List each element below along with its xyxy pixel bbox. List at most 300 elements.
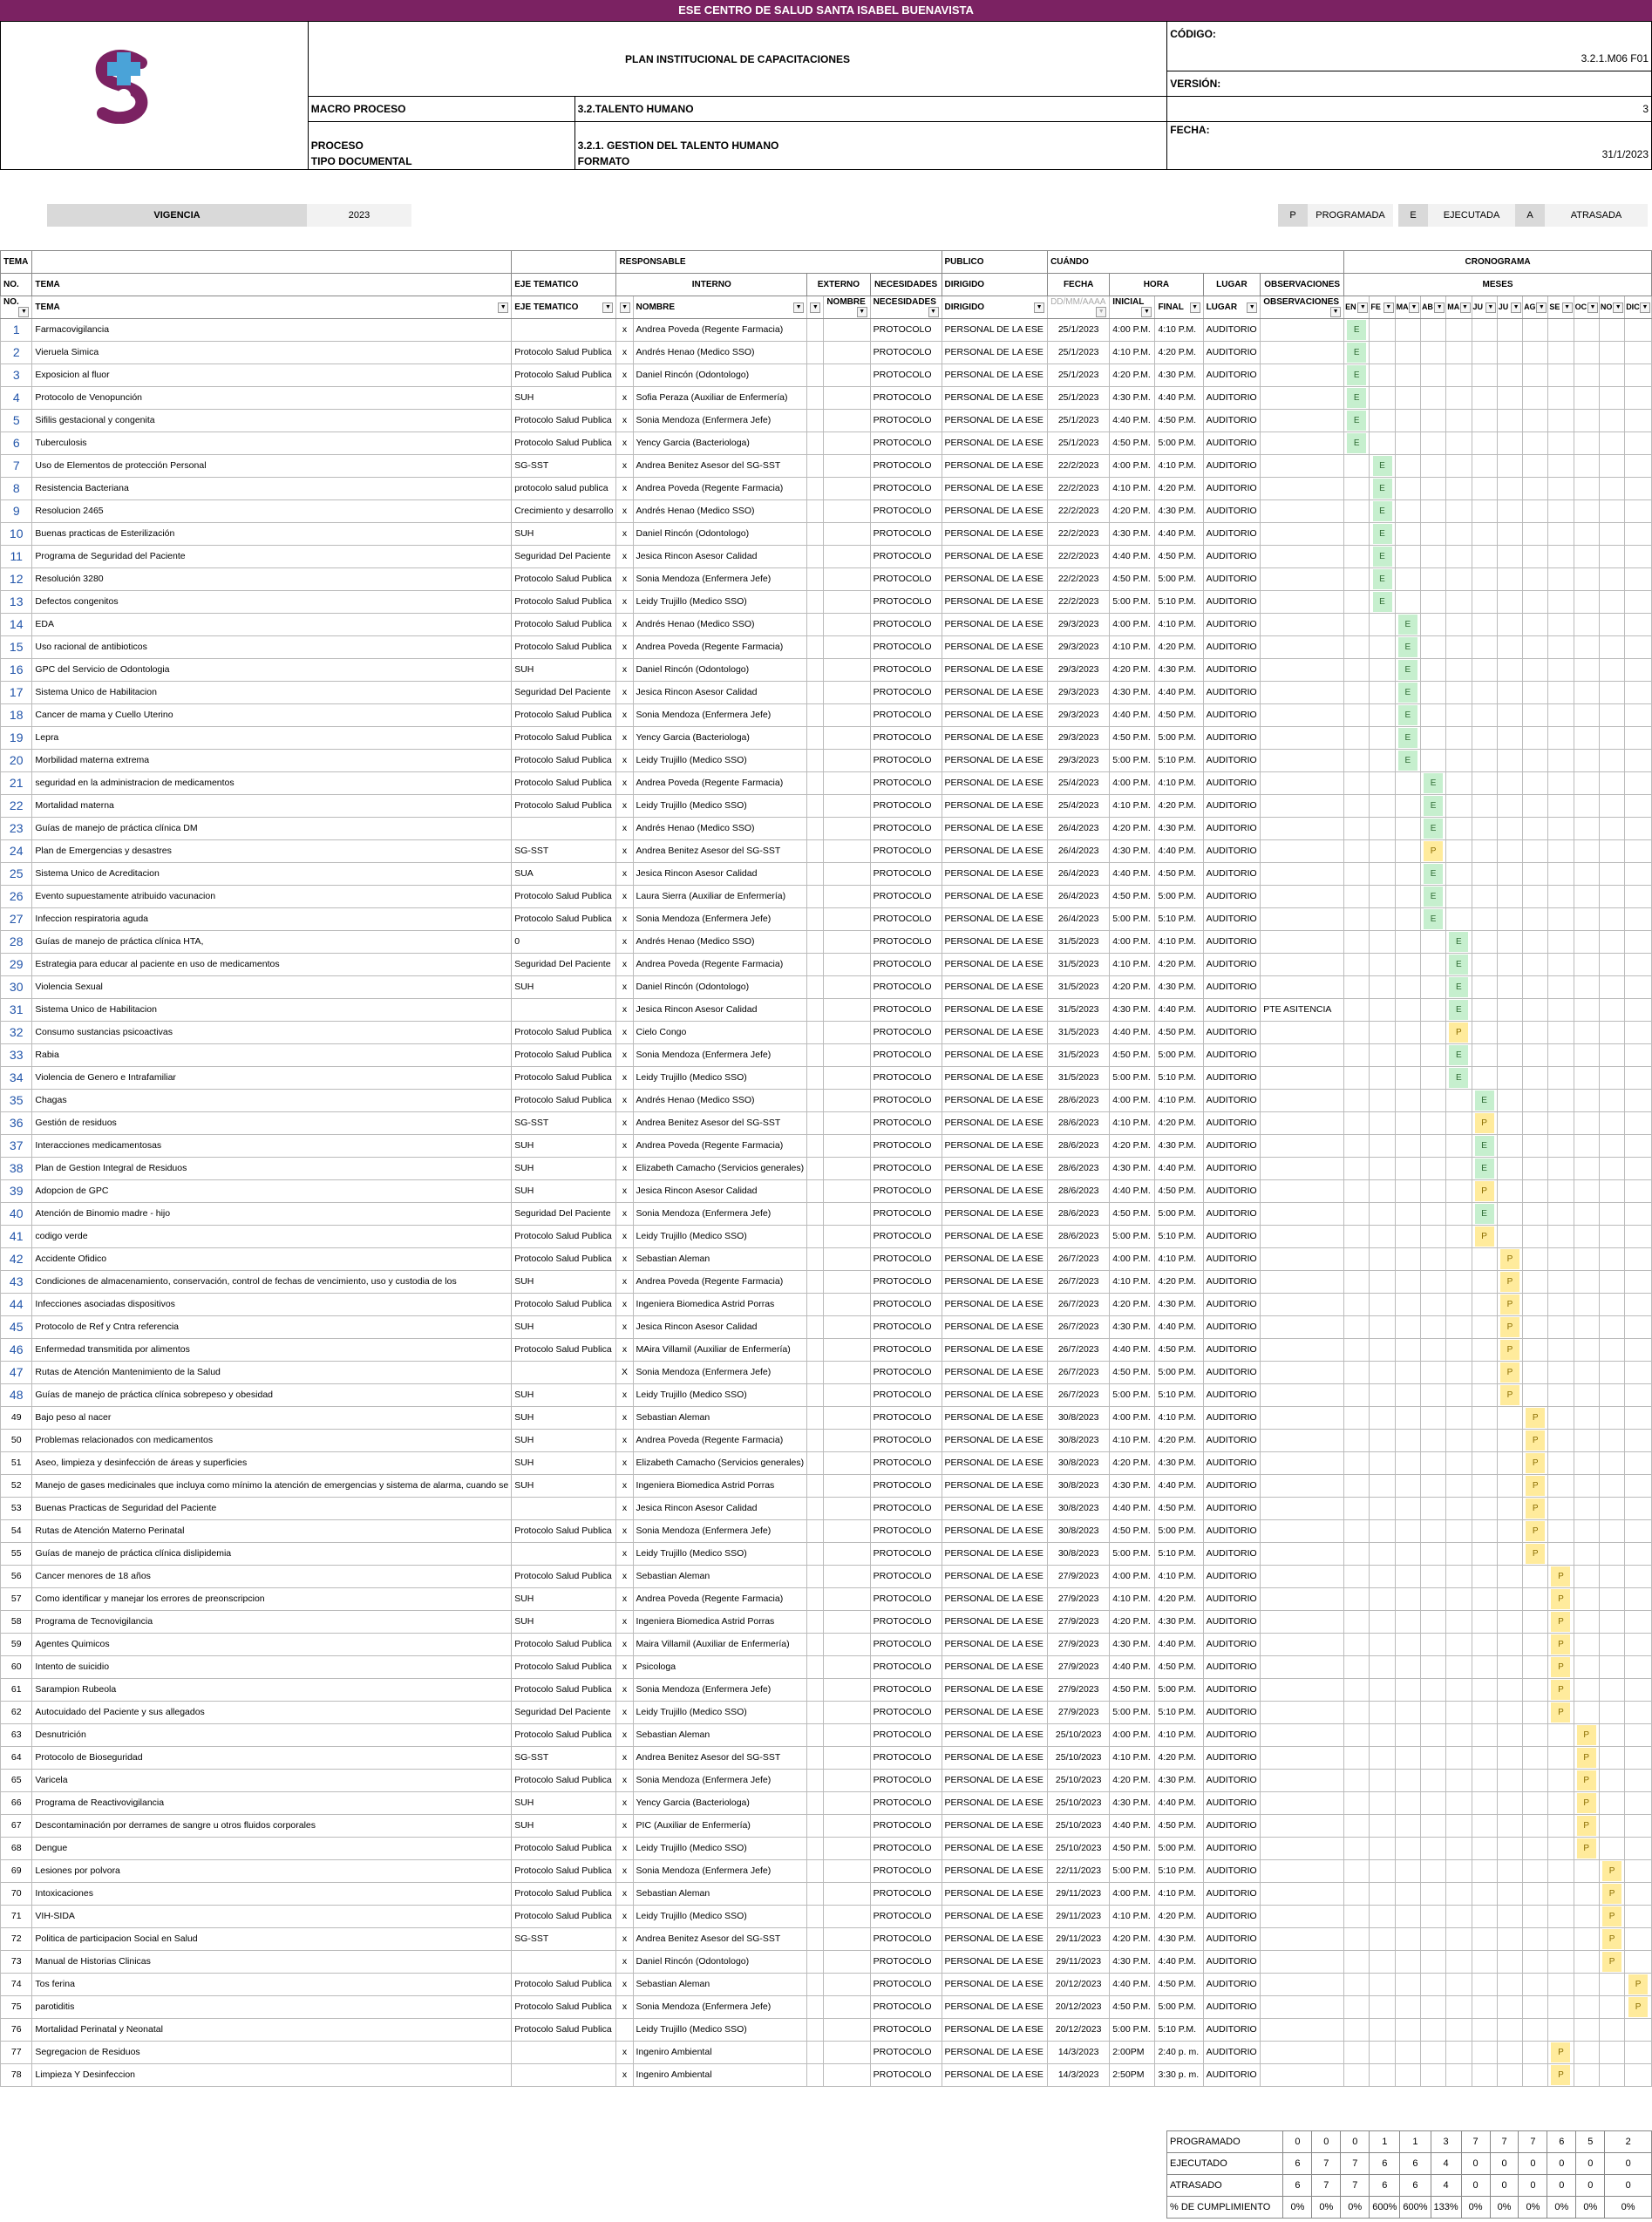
row-month-4 [1446, 1067, 1472, 1090]
row-month-7 [1523, 1860, 1548, 1883]
row-month-5 [1472, 1838, 1497, 1860]
row-month-9 [1574, 908, 1599, 931]
row-necesidades: PROTOCOLO [870, 1974, 942, 1996]
row-month-10 [1599, 1022, 1624, 1044]
row-month-0 [1344, 1384, 1370, 1407]
row-interno-mark: x [616, 1090, 633, 1112]
row-final: 4:50 P.M. [1155, 1022, 1203, 1044]
filter-dropdown-icon[interactable]: ▼ [1460, 302, 1471, 313]
row-no: 75 [1, 1996, 32, 2019]
row-month-11 [1625, 523, 1652, 546]
filter-dropdown-icon[interactable]: ▼ [1141, 307, 1152, 317]
filter-dropdown-icon[interactable]: ▼ [1190, 302, 1200, 313]
filter-lugar[interactable]: LUGAR ▼ [1203, 296, 1261, 319]
row-externo [824, 523, 870, 546]
filter-dropdown-icon[interactable]: ▼ [1562, 302, 1573, 313]
filter-dropdown-icon[interactable]: ▼ [1511, 302, 1521, 313]
row-month-11 [1625, 432, 1652, 455]
row-tema: Guías de manejo de práctica clínica DM [32, 818, 512, 840]
filter-dropdown-icon[interactable]: ▼ [1247, 302, 1257, 313]
row-nombre: Daniel Rincón (Odontologo) [633, 1951, 807, 1974]
filter-month-0[interactable]: EN ▼ [1344, 296, 1370, 319]
row-no: 33 [1, 1044, 32, 1067]
row-final: 5:00 P.M. [1155, 568, 1203, 591]
filter-tema[interactable]: TEMA ▼ [32, 296, 512, 319]
row-month-7 [1523, 772, 1548, 795]
row-eje: Protocolo Salud Publica [512, 591, 616, 614]
row-month-3 [1420, 1815, 1445, 1838]
row-dirigido: PERSONAL DE LA ESE [942, 1452, 1048, 1475]
filter-month-5[interactable]: JU ▼ [1472, 296, 1497, 319]
row-tema: Cancer menores de 18 años [32, 1566, 512, 1588]
col-publico: PUBLICO [942, 251, 1048, 274]
row-month-2 [1395, 1974, 1420, 1996]
row-month-6 [1497, 1543, 1522, 1566]
row-month-9 [1574, 1271, 1599, 1294]
filter-dropdown-icon[interactable]: ▼ [498, 302, 508, 313]
status-marker: P [1551, 1589, 1570, 1609]
row-month-10 [1599, 931, 1624, 954]
row-nombre: Andrea Poveda (Regente Farmacia) [633, 636, 807, 659]
row-month-9 [1574, 1656, 1599, 1679]
filter-nombre-externo[interactable]: NOMBRE ▼ [824, 296, 870, 319]
row-eje: Protocolo Salud Publica [512, 1906, 616, 1928]
row-inicial: 4:50 P.M. [1110, 1044, 1155, 1067]
table-row [1, 455, 1652, 478]
row-month-0 [1344, 1044, 1370, 1067]
filter-month-7[interactable]: AG ▼ [1523, 296, 1548, 319]
col-fecha: FECHA [1048, 274, 1110, 296]
row-final: 5:00 P.M. [1155, 1996, 1203, 2019]
row-necesidades: PROTOCOLO [870, 500, 942, 523]
row-month-1 [1370, 546, 1395, 568]
status-marker: P [1577, 1793, 1596, 1813]
row-tema: Intoxicaciones [32, 1883, 512, 1906]
row-month-3 [1420, 1022, 1445, 1044]
row-observaciones [1261, 682, 1344, 704]
row-month-4 [1446, 1792, 1472, 1815]
row-tema: Violencia de Genero e Intrafamiliar [32, 1067, 512, 1090]
filter-observaciones[interactable]: OBSERVACIONES ▼ [1261, 296, 1344, 319]
row-month-10 [1599, 387, 1624, 410]
row-externo [824, 1271, 870, 1294]
row-interno-mark: x [616, 1724, 633, 1747]
filter-dropdown-icon[interactable]: ▼ [1587, 302, 1598, 313]
row-inicial: 4:30 P.M. [1110, 1951, 1155, 1974]
row-nombre: Andrea Benitez Asesor del SG-SST [633, 840, 807, 863]
row-eje [512, 1498, 616, 1520]
row-interno-mark: x [616, 342, 633, 364]
row-month-1 [1370, 1090, 1395, 1112]
row-lugar: AUDITORIO [1203, 1996, 1261, 2019]
row-tema: Politica de participacion Social en Salud [32, 1928, 512, 1951]
row-month-8 [1548, 750, 1574, 772]
filter-month-11[interactable]: DIC ▼ [1625, 296, 1652, 319]
filter-necesidades[interactable]: NECESIDADES ▼ [870, 296, 942, 319]
filter-month-9[interactable]: OC ▼ [1574, 296, 1599, 319]
row-month-11 [1625, 568, 1652, 591]
row-month-0 [1344, 886, 1370, 908]
row-dirigido: PERSONAL DE LA ESE [942, 364, 1048, 387]
row-observaciones [1261, 863, 1344, 886]
filter-no[interactable]: NO. ▼ [1, 296, 32, 319]
row-month-1 [1370, 2019, 1395, 2042]
row-no: 53 [1, 1498, 32, 1520]
row-month-9 [1574, 1974, 1599, 1996]
row-interno-mark: x [616, 1566, 633, 1588]
filter-dropdown-icon[interactable]: ▼ [602, 302, 613, 313]
status-marker: P [1500, 1340, 1519, 1360]
row-lugar: AUDITORIO [1203, 1770, 1261, 1792]
row-no: 4 [1, 387, 32, 410]
filter-dropdown-icon[interactable]: ▼ [1613, 302, 1623, 313]
filter-dropdown-icon[interactable]: ▼ [1034, 302, 1044, 313]
row-eje: Protocolo Salud Publica [512, 1724, 616, 1747]
row-inicial: 4:40 P.M. [1110, 546, 1155, 568]
row-month-2 [1395, 727, 1420, 750]
row-month-11 [1625, 1770, 1652, 1792]
row-final: 4:50 P.M. [1155, 410, 1203, 432]
table-row [1, 1316, 1652, 1339]
row-dirigido: PERSONAL DE LA ESE [942, 1090, 1048, 1112]
table-row [1, 1362, 1652, 1384]
row-month-6 [1497, 1996, 1522, 2019]
filter-dropdown-icon[interactable]: ▼ [1409, 302, 1419, 313]
row-inicial: 4:30 P.M. [1110, 1316, 1155, 1339]
row-inicial: 4:10 P.M. [1110, 1271, 1155, 1294]
row-month-5 [1472, 1452, 1497, 1475]
row-externo [824, 1747, 870, 1770]
row-month-7 [1523, 1430, 1548, 1452]
row-interno-mark: x [616, 568, 633, 591]
row-month-10 [1599, 1883, 1624, 1906]
row-month-9 [1574, 1611, 1599, 1634]
row-fecha: 22/11/2023 [1048, 1860, 1110, 1883]
row-month-2 [1395, 1770, 1420, 1792]
row-month-10 [1599, 840, 1624, 863]
row-lugar: AUDITORIO [1203, 1022, 1261, 1044]
filter-x[interactable] [616, 296, 633, 319]
status-marker: P [1526, 1476, 1545, 1496]
row-necesidades: PROTOCOLO [870, 1792, 942, 1815]
row-dirigido: PERSONAL DE LA ESE [942, 659, 1048, 682]
row-observaciones [1261, 2042, 1344, 2064]
legend-e-code: E [1398, 204, 1428, 227]
row-month-4 [1446, 2064, 1472, 2087]
row-blank [807, 455, 824, 478]
filter-month-10[interactable]: NO ▼ [1599, 296, 1624, 319]
row-month-10 [1599, 568, 1624, 591]
row-lugar: AUDITORIO [1203, 795, 1261, 818]
row-tema: Agentes Quimicos [32, 1634, 512, 1656]
filter-nombre-interno[interactable]: NOMBRE ▼ [633, 296, 807, 319]
row-month-5 [1472, 1543, 1497, 1566]
row-observaciones [1261, 1430, 1344, 1452]
row-dirigido: PERSONAL DE LA ESE [942, 1588, 1048, 1611]
row-month-3 [1420, 591, 1445, 614]
status-marker: P [1526, 1544, 1545, 1564]
status-marker: P [1449, 1023, 1468, 1043]
row-month-4 [1446, 1634, 1472, 1656]
row-month-4 [1446, 1996, 1472, 2019]
row-nombre: Jesica Rincon Asesor Calidad [633, 682, 807, 704]
row-month-5 [1472, 1588, 1497, 1611]
row-eje: Protocolo Salud Publica [512, 342, 616, 364]
row-no: 26 [1, 886, 32, 908]
filter-dropdown-icon[interactable]: ▼ [1536, 302, 1547, 313]
row-month-0 [1344, 319, 1370, 342]
table-row [1, 1747, 1652, 1770]
row-final: 4:30 P.M. [1155, 659, 1203, 682]
filter-blank[interactable] [807, 296, 824, 319]
row-eje [512, 999, 616, 1022]
row-month-5 [1472, 1158, 1497, 1180]
row-interno-mark: x [616, 1384, 633, 1407]
row-externo [824, 795, 870, 818]
filter-dropdown-icon[interactable]: ▼ [857, 307, 867, 317]
row-month-3 [1420, 795, 1445, 818]
filter-eje[interactable]: EJE TEMATICO ▼ [512, 296, 616, 319]
row-month-1 [1370, 1362, 1395, 1384]
row-necesidades: PROTOCOLO [870, 1135, 942, 1158]
filter-dropdown-icon[interactable]: ▼ [793, 302, 804, 313]
row-necesidades: PROTOCOLO [870, 1588, 942, 1611]
row-eje: Protocolo Salud Publica [512, 1520, 616, 1543]
row-month-5 [1472, 1724, 1497, 1747]
row-month-8 [1548, 364, 1574, 387]
filter-dropdown-icon[interactable]: ▼ [1383, 302, 1394, 313]
row-fecha: 28/6/2023 [1048, 1112, 1110, 1135]
filter-dropdown-icon[interactable]: ▼ [1357, 302, 1368, 313]
table-row [1, 1090, 1652, 1112]
row-month-6 [1497, 1044, 1522, 1067]
row-month-10 [1599, 999, 1624, 1022]
cell [512, 251, 616, 274]
row-dirigido: PERSONAL DE LA ESE [942, 999, 1048, 1022]
row-month-2 [1395, 478, 1420, 500]
row-month-5 [1472, 1475, 1497, 1498]
filter-dropdown-icon[interactable]: ▼ [1640, 302, 1650, 313]
row-lugar: AUDITORIO [1203, 2019, 1261, 2042]
row-externo [824, 1792, 870, 1815]
row-blank [807, 1158, 824, 1180]
row-month-6 [1497, 1067, 1522, 1090]
row-month-11 [1625, 1928, 1652, 1951]
row-blank [807, 1928, 824, 1951]
row-necesidades: PROTOCOLO [870, 1407, 942, 1430]
row-month-1 [1370, 976, 1395, 999]
row-fecha: 31/5/2023 [1048, 976, 1110, 999]
row-month-0 [1344, 1792, 1370, 1815]
filter-month-4[interactable]: MA ▼ [1446, 296, 1472, 319]
row-externo [824, 591, 870, 614]
row-final: 4:20 P.M. [1155, 1906, 1203, 1928]
row-fecha: 20/12/2023 [1048, 1996, 1110, 2019]
row-month-10 [1599, 2064, 1624, 2087]
table-row [1, 1588, 1652, 1611]
row-necesidades: PROTOCOLO [870, 1520, 942, 1543]
row-no: 68 [1, 1838, 32, 1860]
row-final: 5:00 P.M. [1155, 1203, 1203, 1226]
row-month-4 [1446, 1838, 1472, 1860]
filter-dropdown-icon[interactable]: ▼ [928, 307, 939, 317]
row-month-5 [1472, 863, 1497, 886]
row-month-2 [1395, 863, 1420, 886]
filter-inicial[interactable]: INICIAL ▼ [1110, 296, 1155, 319]
row-month-2 [1395, 1611, 1420, 1634]
row-month-0 [1344, 818, 1370, 840]
row-fecha: 29/3/2023 [1048, 659, 1110, 682]
row-tema: Sistema Unico de Habilitacion [32, 682, 512, 704]
row-dirigido: PERSONAL DE LA ESE [942, 863, 1048, 886]
row-month-8 [1548, 591, 1574, 614]
summary-value: 0% [1547, 2197, 1576, 2219]
row-month-6 [1497, 636, 1522, 659]
row-month-5 [1472, 772, 1497, 795]
row-blank [807, 999, 824, 1022]
filter-month-2[interactable]: MA ▼ [1395, 296, 1420, 319]
row-month-11 [1625, 886, 1652, 908]
filter-dropdown-icon[interactable]: ▼ [1330, 307, 1341, 317]
row-tema: Interacciones medicamentosas [32, 1135, 512, 1158]
summary-value: 0 [1576, 2175, 1605, 2197]
row-month-10 [1599, 478, 1624, 500]
row-tema: Infecciones asociadas dispositivos [32, 1294, 512, 1316]
status-marker: E [1424, 796, 1443, 816]
table-row [1, 1634, 1652, 1656]
filter-month-3[interactable]: AB ▼ [1420, 296, 1445, 319]
filter-dropdown-icon[interactable]: ▼ [1434, 302, 1445, 313]
row-month-7 [1523, 727, 1548, 750]
summary-value: 0 [1341, 2131, 1370, 2153]
row-nombre: Andrés Henao (Medico SSO) [633, 818, 807, 840]
filter-final[interactable]: FINAL ▼ [1155, 296, 1203, 319]
row-externo [824, 863, 870, 886]
row-lugar: AUDITORIO [1203, 682, 1261, 704]
row-tema: GPC del Servicio de Odontologia [32, 659, 512, 682]
row-nombre: Leidy Trujillo (Medico SSO) [633, 1702, 807, 1724]
col-lugar: LUGAR [1203, 274, 1261, 296]
row-month-4 [1446, 1226, 1472, 1248]
row-month-3 [1420, 954, 1445, 976]
row-month-6 [1497, 1248, 1522, 1271]
row-month-9 [1574, 2064, 1599, 2087]
row-blank [807, 1067, 824, 1090]
row-month-4 [1446, 976, 1472, 999]
row-final: 4:10 P.M. [1155, 931, 1203, 954]
row-nombre: Leidy Trujillo (Medico SSO) [633, 1906, 807, 1928]
row-fecha: 26/7/2023 [1048, 1271, 1110, 1294]
row-necesidades: PROTOCOLO [870, 1498, 942, 1520]
row-dirigido: PERSONAL DE LA ESE [942, 1656, 1048, 1679]
row-fecha: 25/10/2023 [1048, 1838, 1110, 1860]
row-month-9 [1574, 1044, 1599, 1067]
filter-dropdown-icon[interactable]: ▼ [1096, 307, 1106, 317]
row-interno-mark: x [616, 1860, 633, 1883]
row-month-1 [1370, 432, 1395, 455]
row-tema: parotiditis [32, 1996, 512, 2019]
row-month-7 [1523, 1135, 1548, 1158]
summary-value: 7 [1519, 2131, 1547, 2153]
row-month-11 [1625, 1135, 1652, 1158]
row-month-11 [1625, 546, 1652, 568]
filter-month-6[interactable]: JU ▼ [1497, 296, 1522, 319]
row-month-9 [1574, 1135, 1599, 1158]
row-month-3 [1420, 1951, 1445, 1974]
row-no: 28 [1, 931, 32, 954]
row-interno-mark: x [616, 1452, 633, 1475]
row-dirigido: PERSONAL DE LA ESE [942, 614, 1048, 636]
row-month-3 [1420, 432, 1445, 455]
row-month-1 [1370, 1951, 1395, 1974]
row-externo [824, 772, 870, 795]
row-month-2 [1395, 1158, 1420, 1180]
row-month-7 [1523, 908, 1548, 931]
row-inicial: 4:30 P.M. [1110, 1158, 1155, 1180]
row-month-6 [1497, 387, 1522, 410]
filter-dropdown-icon[interactable]: ▼ [18, 307, 29, 317]
row-lugar: AUDITORIO [1203, 1498, 1261, 1520]
filter-month-1[interactable]: FE ▼ [1370, 296, 1395, 319]
row-month-6 [1497, 614, 1522, 636]
vigencia-label: VIGENCIA [47, 204, 307, 227]
row-month-5 [1472, 591, 1497, 614]
row-month-6 [1497, 1498, 1522, 1520]
row-final: 5:10 P.M. [1155, 1860, 1203, 1883]
row-no: 1 [1, 319, 32, 342]
row-month-6 [1497, 364, 1522, 387]
row-dirigido: PERSONAL DE LA ESE [942, 682, 1048, 704]
filter-dropdown-icon[interactable]: ▼ [810, 302, 820, 313]
row-final: 4:30 P.M. [1155, 1611, 1203, 1634]
row-lugar: AUDITORIO [1203, 2042, 1261, 2064]
row-lugar: AUDITORIO [1203, 1792, 1261, 1815]
row-lugar: AUDITORIO [1203, 1928, 1261, 1951]
legend-p-label: PROGRAMADA [1308, 204, 1393, 227]
filter-dropdown-icon[interactable]: ▼ [620, 302, 630, 313]
row-externo [824, 478, 870, 500]
row-blank [807, 2019, 824, 2042]
table-row [1, 1430, 1652, 1452]
row-blank [807, 1951, 824, 1974]
row-month-7 [1523, 614, 1548, 636]
filter-month-8[interactable]: SE ▼ [1548, 296, 1574, 319]
institution-banner: ESE CENTRO DE SALUD SANTA ISABEL BUENAVISTA [0, 0, 1652, 21]
row-interno-mark: x [616, 840, 633, 863]
row-month-1 [1370, 614, 1395, 636]
row-month-8 [1548, 1656, 1574, 1679]
row-month-1 [1370, 478, 1395, 500]
row-eje: SG-SST [512, 840, 616, 863]
row-nombre: Andrés Henao (Medico SSO) [633, 500, 807, 523]
row-no: 52 [1, 1475, 32, 1498]
row-eje: SUH [512, 1135, 616, 1158]
filter-dropdown-icon[interactable]: ▼ [1485, 302, 1496, 313]
row-month-3 [1420, 1339, 1445, 1362]
filter-fecha[interactable]: DD/MM/AAAA ▼ [1048, 296, 1110, 319]
row-nombre: Cielo Congo [633, 1022, 807, 1044]
table-row [1, 1180, 1652, 1203]
filter-dirigido[interactable]: DIRIGIDO ▼ [942, 296, 1048, 319]
row-inicial: 4:20 P.M. [1110, 1770, 1155, 1792]
row-month-4 [1446, 1611, 1472, 1634]
row-month-4 [1446, 1362, 1472, 1384]
row-month-3 [1420, 1928, 1445, 1951]
row-month-11 [1625, 659, 1652, 682]
row-month-8 [1548, 931, 1574, 954]
row-necesidades: PROTOCOLO [870, 1883, 942, 1906]
row-observaciones [1261, 1226, 1344, 1248]
